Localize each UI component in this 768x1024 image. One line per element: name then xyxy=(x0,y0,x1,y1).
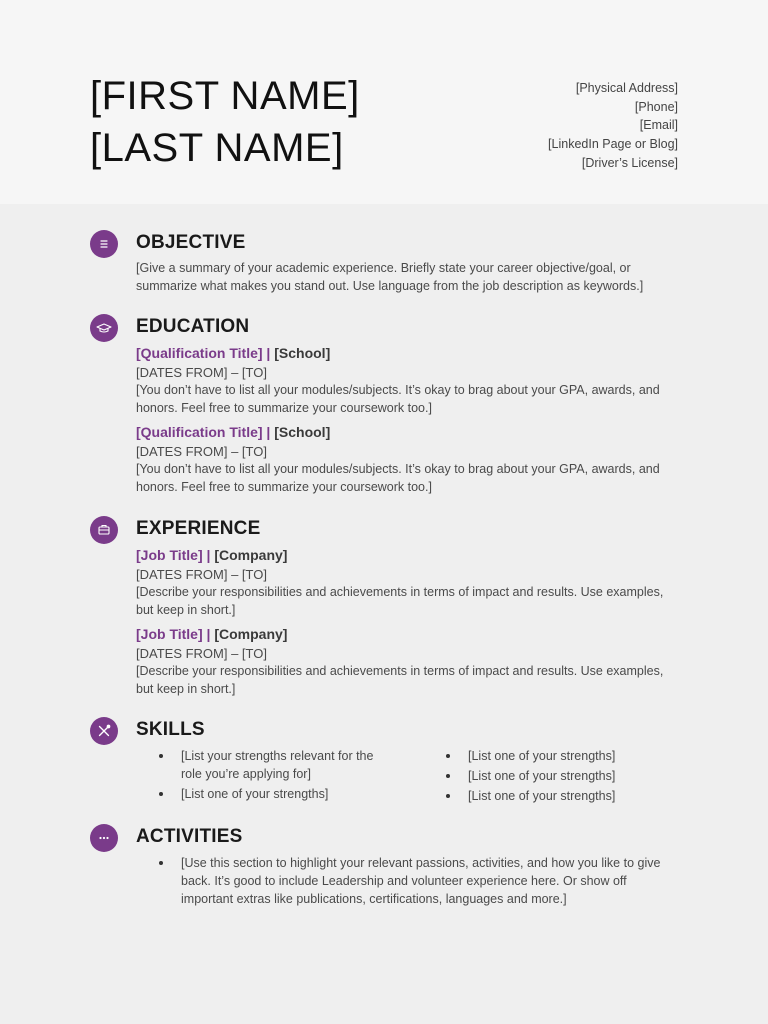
experience-list xyxy=(136,545,666,704)
education-description: [You don’t have to list all your modules/subjects. It’s okay to brag about your GPA, awards, and honors. Feel free to summarize your coursework too.] xyxy=(136,383,660,415)
skill-item: [List your strengths relevant for the role you’re applying for] xyxy=(136,747,379,783)
education-description: [You don’t have to list all your modules/subjects. It’s okay to brag about your GPA, awards, and honors. Feel free to summarize your coursework too.] xyxy=(136,462,660,495)
experience-title: EXPERIENCE xyxy=(136,518,261,539)
education-list xyxy=(136,343,666,502)
skills-column-1 xyxy=(136,747,379,807)
objective-title: OBJECTIVE xyxy=(136,232,246,253)
contact-info xyxy=(548,79,678,173)
graduation-cap-icon xyxy=(90,314,118,342)
experience-dates: [DATES FROM] – [TO] xyxy=(136,646,267,662)
experience-description: [Describe your responsibilities and achievements in terms of impact and results. Use examples, but keep in short.] xyxy=(136,664,664,697)
education-title: EDUCATION xyxy=(136,316,250,337)
activities-list xyxy=(136,854,666,910)
experience-dates: [DATES FROM] – [TO] xyxy=(136,567,267,582)
experience-entry xyxy=(136,624,666,698)
skills-title: SKILLS xyxy=(136,719,205,740)
candidate-name xyxy=(90,70,360,174)
physical-address: [Physical Address] xyxy=(575,81,678,95)
email: [Email] xyxy=(639,118,678,133)
activities-title: ACTIVITIES xyxy=(136,826,243,847)
job-title: [Job Title] | xyxy=(136,626,211,643)
skill-item: [List one of your strengths] xyxy=(423,767,666,785)
company-name: [Company] xyxy=(214,626,288,643)
last-name: [LAST NAME] xyxy=(90,126,344,170)
education-dates: [DATES FROM] – [TO] xyxy=(136,365,267,380)
drivers-license: [Driver’s License] xyxy=(581,155,678,170)
linkedin: [LinkedIn Page or Blog] xyxy=(548,137,678,152)
school-name: [School] xyxy=(274,424,331,441)
qualification-title: [Qualification Title] | xyxy=(136,424,271,441)
skill-item: [List one of your strengths] xyxy=(423,747,666,765)
skills-list xyxy=(136,747,666,807)
tools-icon xyxy=(90,717,118,745)
objective-text: [Give a summary of your academic experience. Briefly state your career objective/goal, or summarize what makes you stand out. Use language from the job description as keywords.] xyxy=(136,261,644,293)
experience-entry xyxy=(136,545,666,619)
list-icon xyxy=(90,230,118,258)
skills-column-2 xyxy=(423,747,666,807)
activities-bullets xyxy=(136,854,666,908)
education-entry xyxy=(136,422,666,496)
briefcase-icon xyxy=(90,516,118,544)
education-dates: [DATES FROM] – [TO] xyxy=(136,444,267,460)
job-title: [Job Title] | xyxy=(136,547,211,563)
activity-item: [Use this section to highlight your relevant passions, activities, and how you like to give back. It’s good to include Leadership and volunteer experience here. Or show off important extras like publications, certifications, languages and more.] xyxy=(136,854,666,908)
ellipsis-icon xyxy=(90,824,118,852)
resume-header xyxy=(0,0,768,204)
qualification-title: [Qualification Title] | xyxy=(136,345,271,361)
skill-item: [List one of your strengths] xyxy=(136,785,379,803)
first-name: [FIRST NAME] xyxy=(90,74,360,118)
phone: [Phone] xyxy=(634,99,678,114)
education-entry xyxy=(136,343,666,417)
company-name: [Company] xyxy=(214,547,288,563)
school-name: [School] xyxy=(274,345,331,361)
experience-description: [Describe your responsibilities and achievements in terms of impact and results. Use examples, but keep in short.] xyxy=(136,585,664,617)
skill-item: [List one of your strengths] xyxy=(423,787,666,805)
